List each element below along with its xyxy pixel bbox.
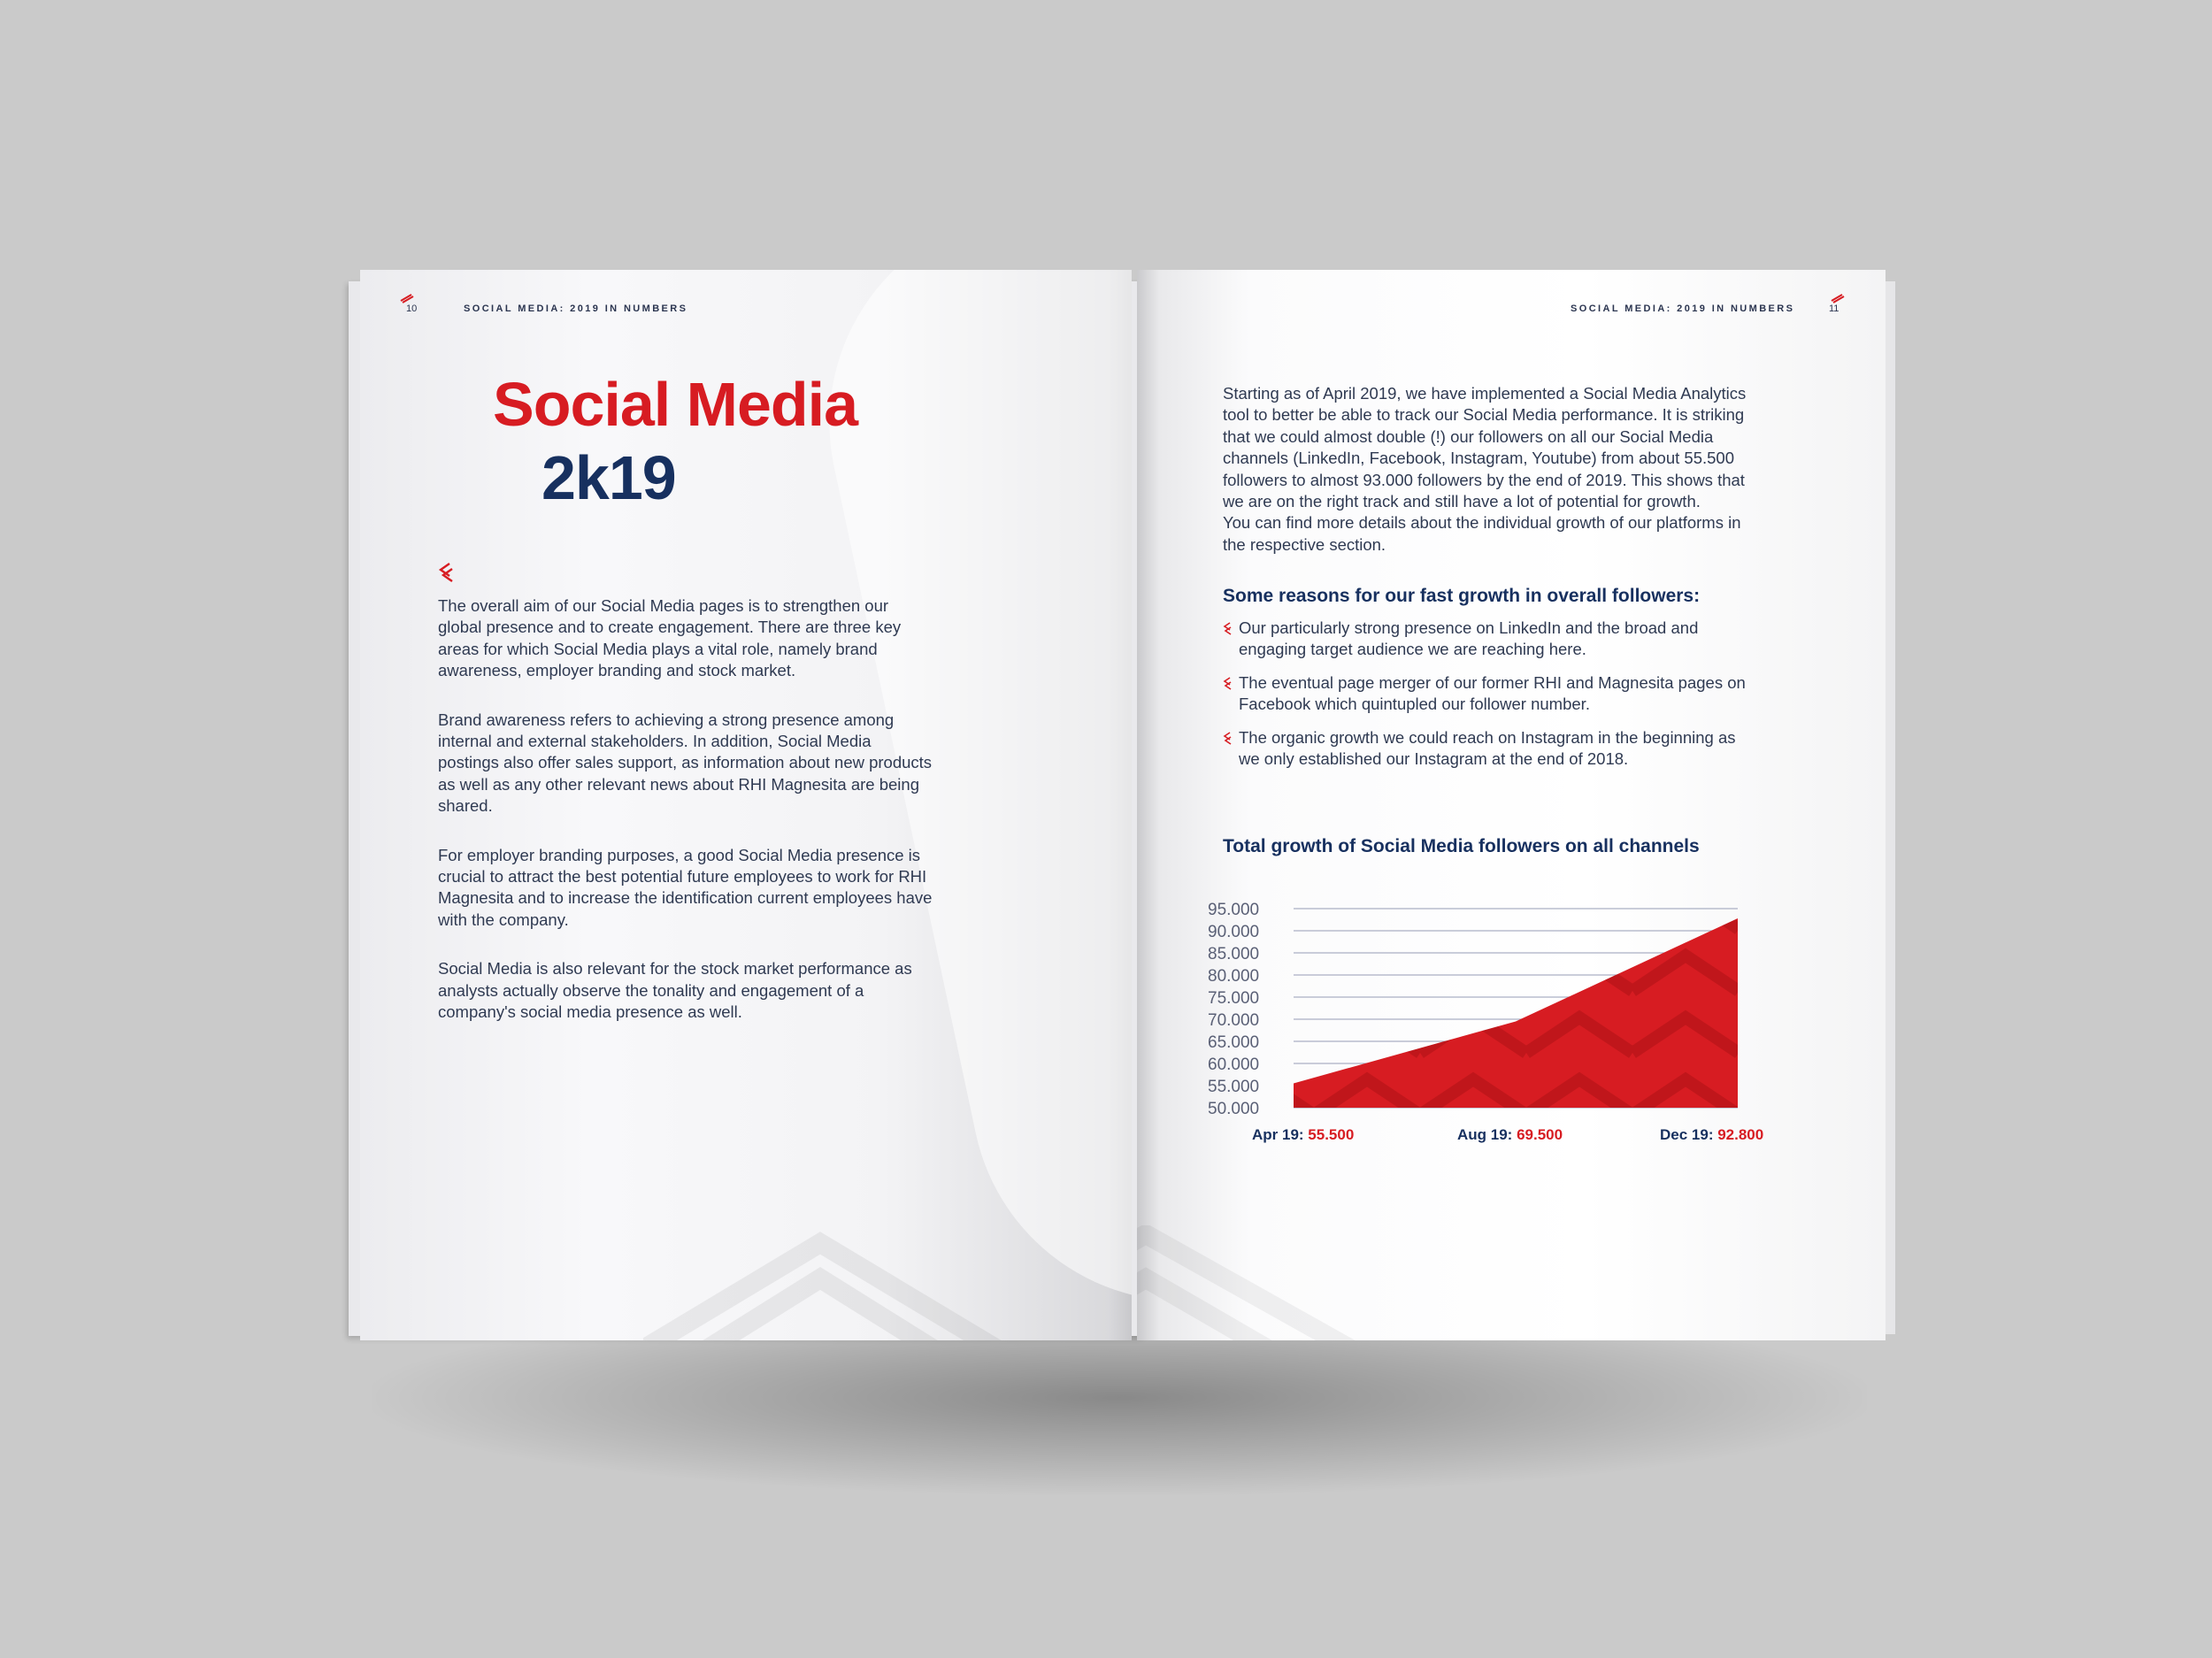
y-tick-label: 50.000 xyxy=(1208,1100,1260,1118)
intro-line: that we could almost double (!) our followers on all our Social Media xyxy=(1223,426,1714,446)
reason-item xyxy=(1223,618,1798,661)
y-tick-label: 80.000 xyxy=(1208,967,1260,986)
intro-line: followers to almost 93.000 followers by the end of 2019. This shows that xyxy=(1223,470,1745,489)
left-paragraph: For employer branding purposes, a good Social Media presence is crucial to attract the best potential future employees to work for RHI Magnesita and to increase the identification current employees have with the company. xyxy=(438,845,933,929)
x-value-label: 55.500 xyxy=(1308,1126,1355,1143)
intro-text xyxy=(1223,383,1798,556)
intro-line: Starting as of April 2019, we have implemented a Social Media Analytics xyxy=(1223,384,1747,403)
intro-line: tool to better be able to track our Social Media performance. It is striking xyxy=(1223,405,1745,425)
left-running-head: SOCIAL MEDIA: 2019 IN NUMBERS xyxy=(464,303,688,314)
y-tick-label: 55.000 xyxy=(1208,1078,1260,1096)
area-pattern-overlay xyxy=(1294,918,1738,1108)
corner-chevron-icon xyxy=(400,293,414,303)
reasons-list xyxy=(1223,618,1798,781)
reason-line: Facebook which quintupled our follower number. xyxy=(1239,695,1590,714)
chart-title: Total growth of Social Media followers on all channels xyxy=(1223,836,1700,856)
y-tick-label: 95.000 xyxy=(1208,901,1260,919)
reason-line: The organic growth we could reach on Instagram in the beginning as xyxy=(1239,727,1736,747)
right-page-number: 11 xyxy=(1829,303,1839,314)
y-tick-label: 90.000 xyxy=(1208,923,1260,941)
quote-chevron-icon xyxy=(438,562,454,585)
intro-line: channels (LinkedIn, Facebook, Instagram, Youtube) from about 55.500 xyxy=(1223,449,1734,468)
followers-area-chart xyxy=(1208,880,1880,1146)
x-category: Apr 19: xyxy=(1252,1126,1309,1143)
reason-item xyxy=(1223,727,1798,771)
x-tick-label xyxy=(1252,1126,1354,1143)
x-category: Aug 19: xyxy=(1457,1126,1517,1143)
intro-line: You can find more details about the individual growth of our platforms in xyxy=(1223,513,1741,533)
left-page-number: 10 xyxy=(406,303,418,314)
x-tick-label xyxy=(1457,1126,1563,1143)
x-tick-label xyxy=(1660,1126,1763,1143)
left-body-text xyxy=(438,595,933,1051)
y-tick-label: 60.000 xyxy=(1208,1055,1260,1074)
reason-item xyxy=(1223,672,1798,716)
left-paragraph: Brand awareness refers to achieving a strong presence among internal and external stakeholders. In addition, Social Media postings also offer sales support, as information about new products as well as any other relevant news about RHI Magnesita are being shared. xyxy=(438,710,933,816)
right-running-head: SOCIAL MEDIA: 2019 IN NUMBERS xyxy=(1571,303,1795,314)
bullet-chevron-icon xyxy=(1223,677,1232,691)
reason-line: engaging target audience we are reaching here. xyxy=(1239,640,1586,659)
chevron-watermark-icon xyxy=(643,1225,1132,1340)
reason-line: Our particularly strong presence on LinkedIn and the broad and xyxy=(1239,618,1699,637)
bullet-chevron-icon xyxy=(1223,732,1232,746)
page-title-line1: Social Media xyxy=(493,370,858,439)
left-paragraph: Social Media is also relevant for the stock market performance as analysts actually observe the tonality and engagement of a company's social media presence as well. xyxy=(438,959,912,1022)
intro-line: we are on the right track and still have a lot of potential for growth. xyxy=(1223,492,1701,511)
right-page xyxy=(1137,270,1886,1340)
page-title-line2: 2k19 xyxy=(541,443,676,512)
reasons-heading: Some reasons for our fast growth in overall followers: xyxy=(1223,586,1701,606)
y-tick-label: 70.000 xyxy=(1208,1011,1260,1030)
x-value-label: 92.800 xyxy=(1717,1126,1764,1143)
y-tick-label: 75.000 xyxy=(1208,989,1260,1008)
bullet-chevron-icon xyxy=(1223,622,1232,636)
corner-chevron-icon xyxy=(1831,293,1845,303)
x-value-label: 69.500 xyxy=(1517,1126,1563,1143)
reason-line: we only established our Instagram at the end of 2018. xyxy=(1239,749,1629,769)
x-category: Dec 19: xyxy=(1660,1126,1718,1143)
intro-line: the respective section. xyxy=(1223,534,1386,554)
y-tick-label: 85.000 xyxy=(1208,945,1260,963)
left-paragraph: The overall aim of our Social Media pages is to strengthen our global presence and to create engagement. There are three key areas for which Social Media plays a vital role, namely brand awareness, employer branding and stock market. xyxy=(438,596,902,680)
left-page xyxy=(360,270,1132,1340)
y-tick-label: 65.000 xyxy=(1208,1033,1260,1052)
reason-line: The eventual page merger of our former RHI and Magnesita pages on xyxy=(1239,672,1746,692)
chevron-watermark-icon xyxy=(1137,1225,1544,1340)
